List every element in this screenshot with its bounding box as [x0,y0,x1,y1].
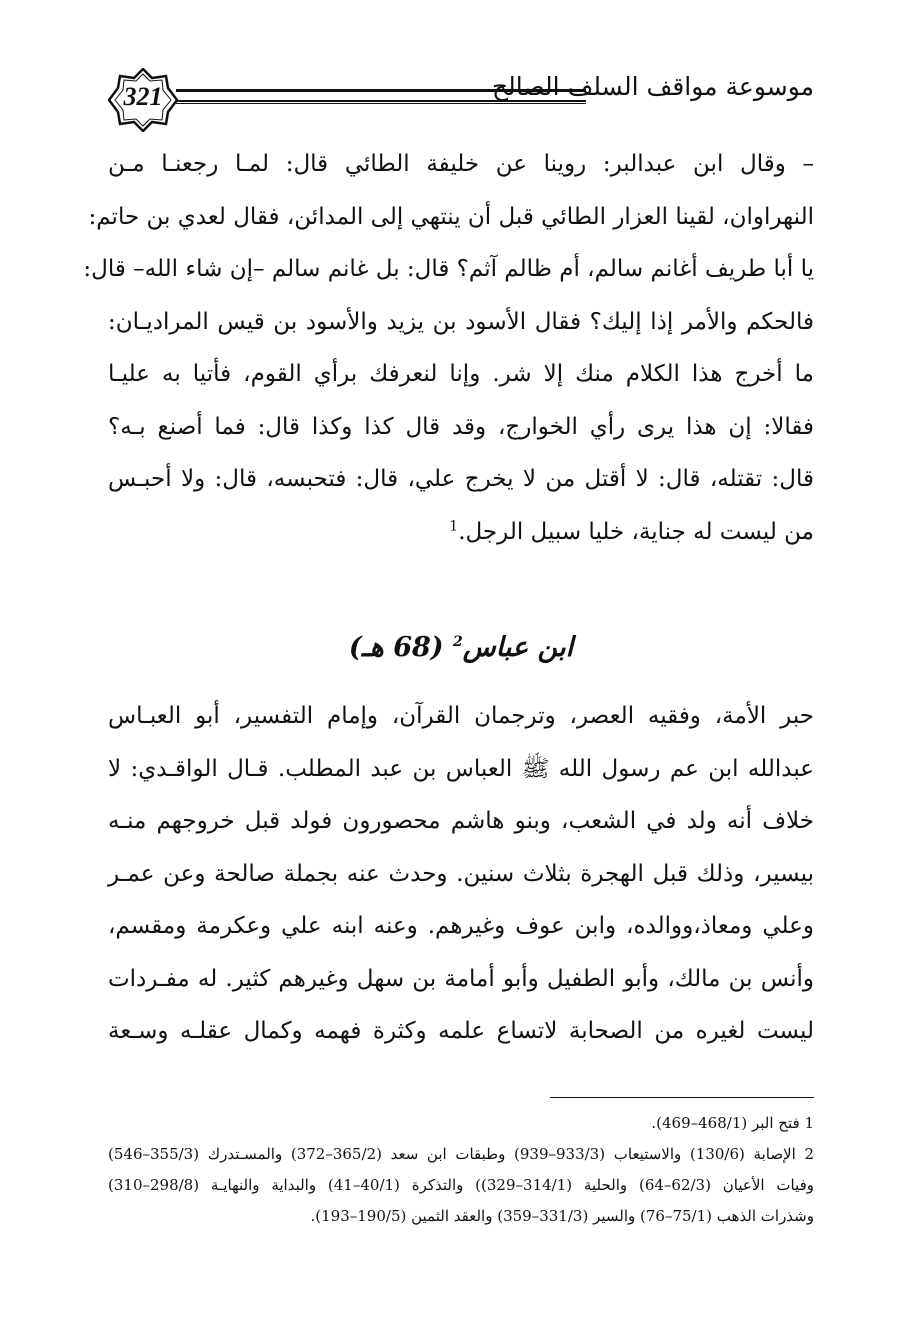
text-line-last [108,506,814,559]
text-line: – وقال ابن عبدالبر: روينا عن خليفة الطائي قال: لمـا رجعنـا مـن [108,151,814,177]
footnote-2-line: وفيات الأعيان (62/3–64) والحلية (314/1–329)) والتذكرة (40/1–41) والبداية والنهايـة (298/8–310) [108,1176,814,1194]
footnote-separator [550,1097,814,1098]
text-line: فالحكم والأمر إذا إليك؟ فقال الأسود بن يزيد والأسود بن قيس المراديـان: [108,308,814,335]
footnotes [108,1108,814,1232]
text-line: بيسير، وذلك قبل الهجرة بثلاث سنين. وحدث عنه بجملة صالحة وعن عمـر [108,860,814,887]
heading-date: (68 هـ) [348,632,444,663]
footnote-1: 1 فتح البر (468/1–469). [651,1114,814,1132]
text-line: فقالا: إن هذا يرى رأي الخوارج، وقد قال كذا وكذا قال: فما أصنع بـه؟ [108,413,814,440]
footnote-2-line: 2 الإصابة (130/6) والاستيعاب (933/3–939) وطبقات ابن سعد (365/2–372) والمسـتدرك (355/3–546) [108,1145,814,1163]
text-line: حبر الأمة، وفقيه العصر، وترجمان القرآن، وإمام التفسير، أبو العبـاس [108,703,814,729]
footnote-2-last: وشذرات الذهب (75/1–76) والسير (331/3–359) والعقد الثمين (190/5–193). [310,1207,814,1225]
footnote-ref-2[interactable]: 2 [452,634,463,650]
text-line: النهراوان، لقينا العزار الطائي قبل أن ينتهي إلى المدائن، فقال لعدي بن حاتم: [88,203,814,230]
page-number: 321 [123,82,163,111]
series-title: موسوعة مواقف السلف الصالح [491,72,814,101]
heading-name: ابن عباس [462,632,574,663]
text-line: ما أخرج هذا الكلام منك إلا شر. وإنا لنعرفك برأي القوم، فأتيا به عليـا [108,361,814,387]
section-1-text [83,138,814,558]
header-rule-thin [176,103,586,104]
text-line: ليست لغيره من الصحابة لاتساع علمه وكثرة فهمه وكمال عقلـه وسـعة [108,1018,814,1044]
text-line: يا أبا طريف أغانم سالم، أم ظالم آثم؟ قال: بل غانم سالم –إن شاء الله– قال: [83,256,814,282]
last-line-text: من ليست له جناية، خليا سبيل الرجل. [458,518,814,545]
section-heading [108,632,814,663]
text-line: عبدالله ابن عم رسول الله ﷺ العباس بن عبد المطلب. قـال الواقـدي: لا [108,755,814,782]
text-line: وأنس بن مالك، وأبو الطفيل وأبو أمامة بن سهل وغيرهم كثير. له مفـردات [108,965,814,992]
page-header [108,68,814,132]
text-line: خلاف أنه ولد في الشعب، وبنو هاشم محصورون فولد قبل خروجهم منـه [108,808,814,834]
section-2-text [108,690,814,1058]
text-line: قال: تقتله، قال: لا أقتل من لا يخرج علي، قال: فتحبسه، قال: ولا أحبـس [108,466,814,492]
footnote-ref-1[interactable]: 1 [449,517,459,534]
page-number-badge [108,68,178,132]
text-line: وعلي ومعاذ،ووالده، وابن عوف وغيرهم. وعنه ابنه علي وعكرمة ومقسم، [108,913,814,939]
